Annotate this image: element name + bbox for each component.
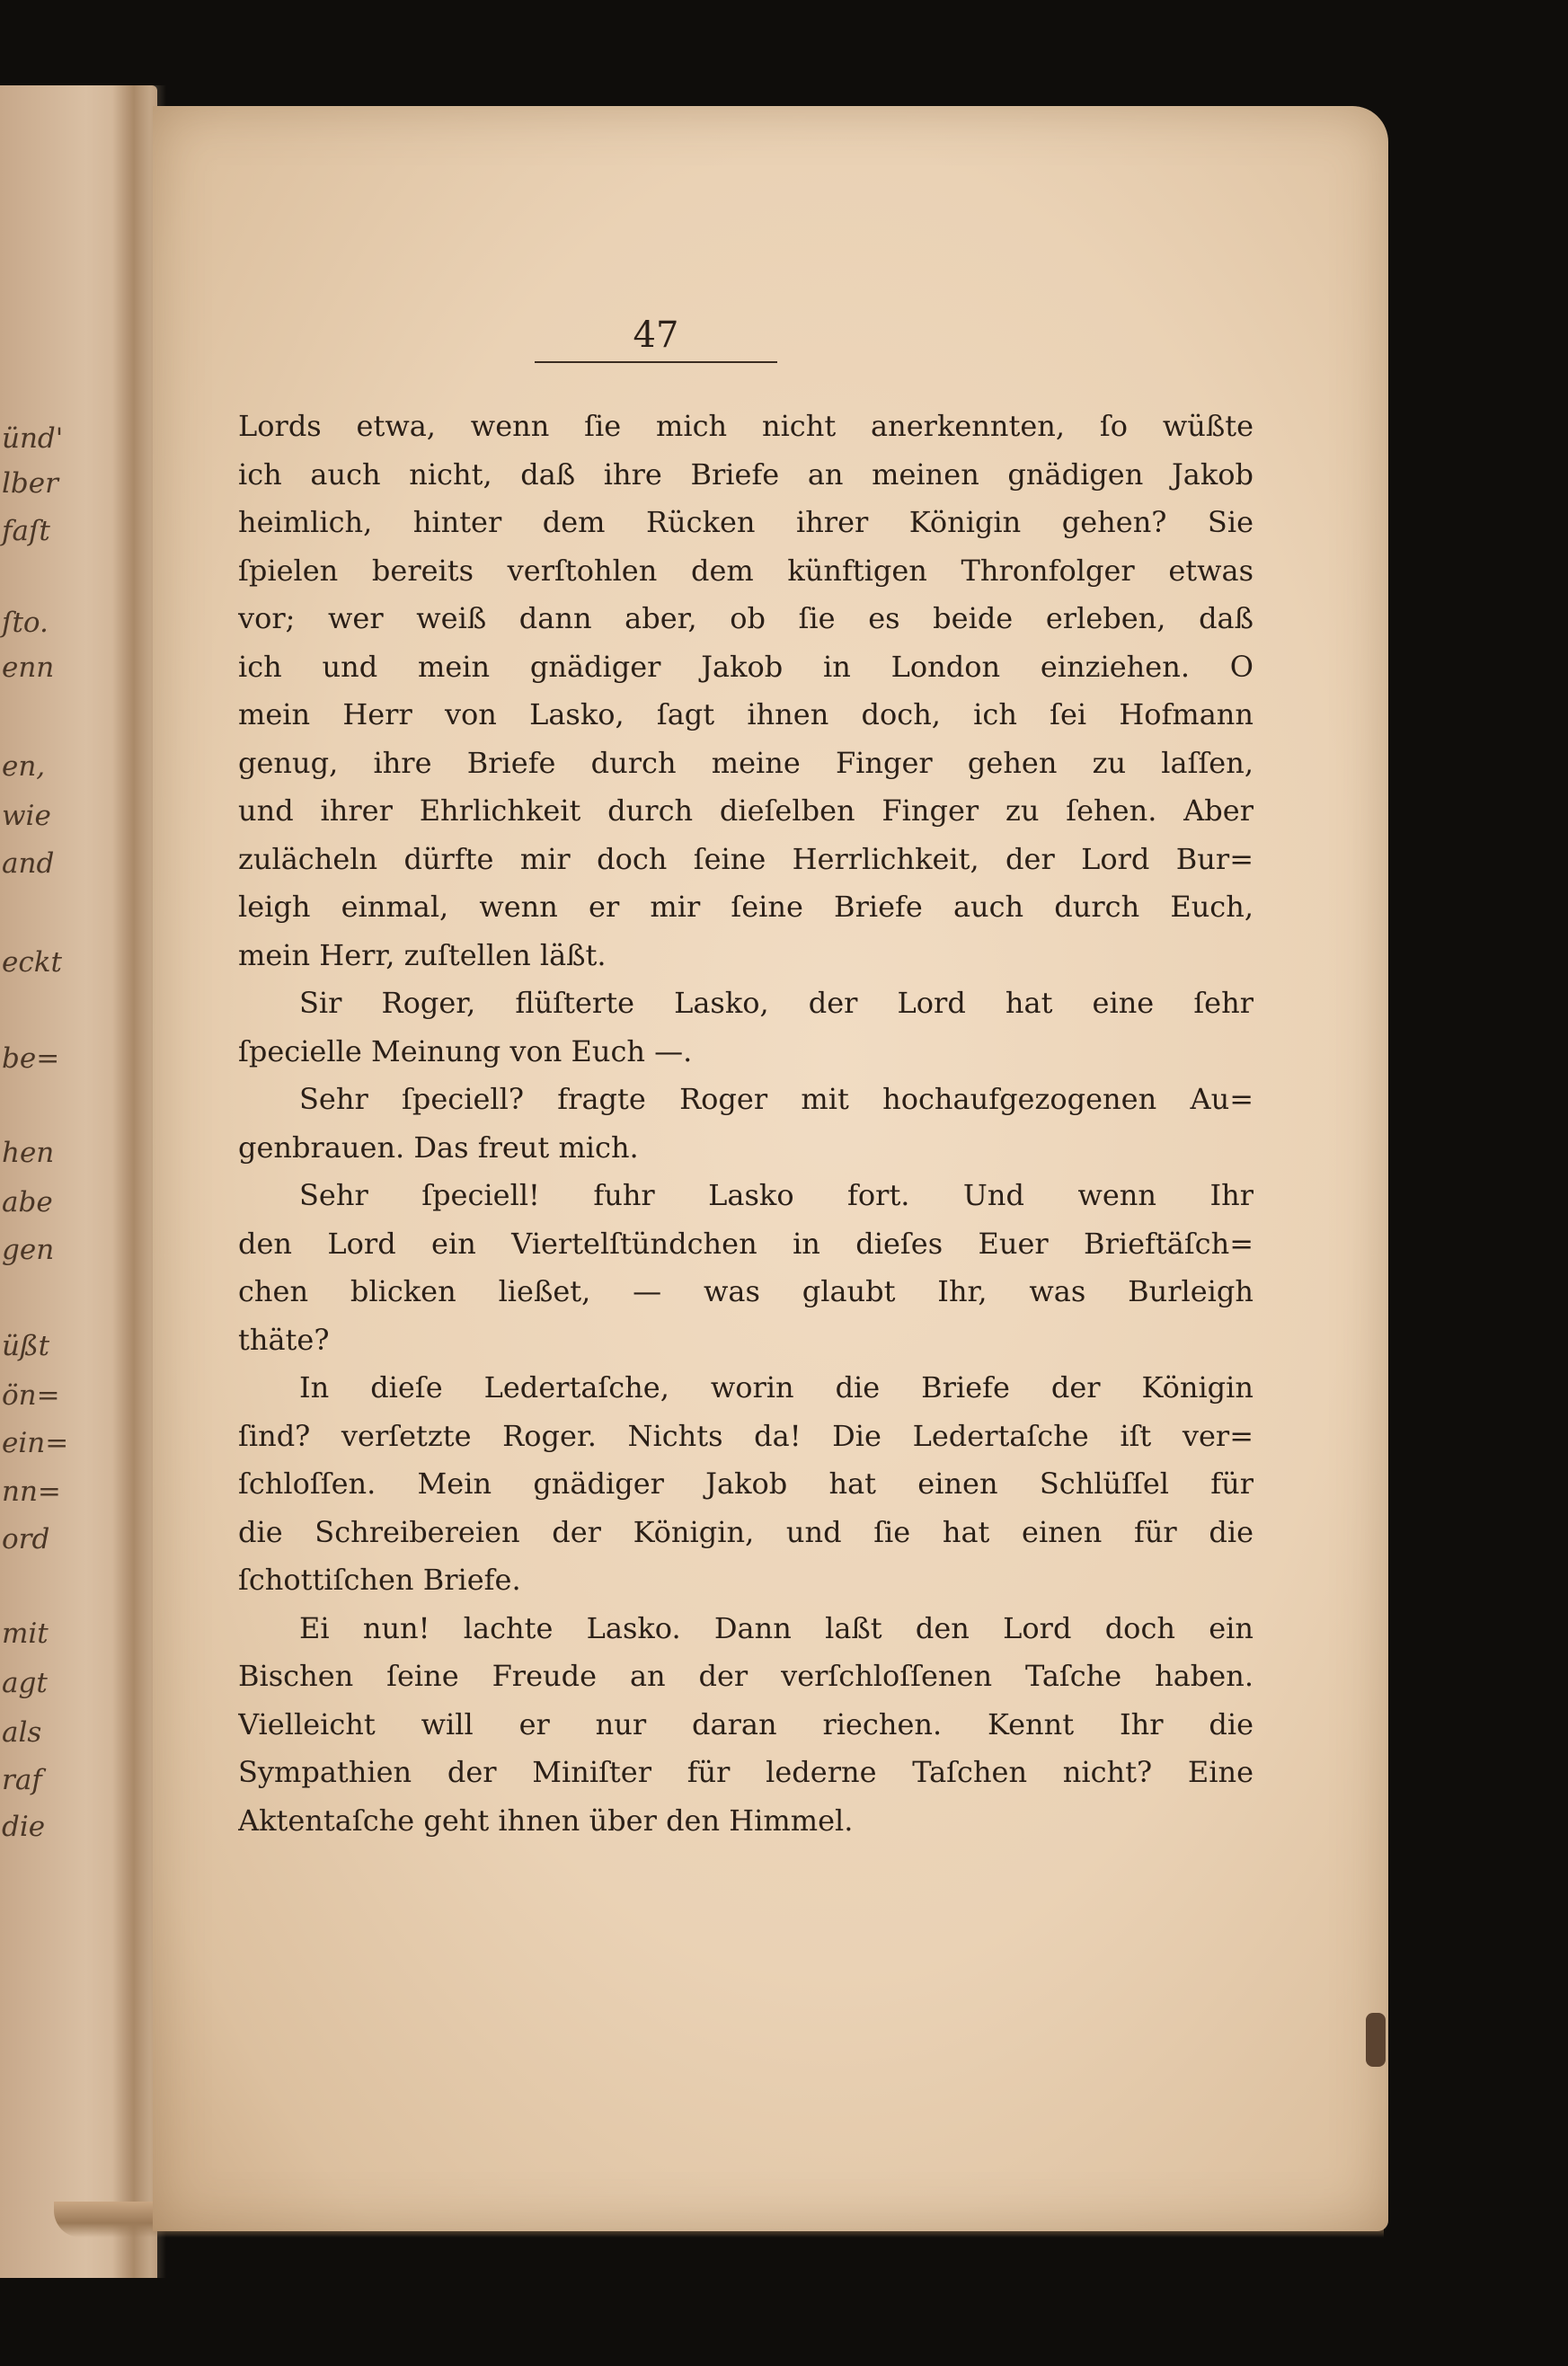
text-line: ſchottiſchen Briefe. [238, 1563, 521, 1597]
left-fragment: mit [2, 1617, 49, 1650]
left-fragment: and [2, 847, 55, 880]
text-line: vor; wer weiß dann aber, ob ſie es beide erleben, daß [238, 601, 1254, 635]
text-line: und ihrer Ehrlichkeit durch dieſelben Finger zu ſehen. Aber [238, 793, 1254, 828]
text-line: ſpielen bereits verſtohlen dem künftigen Thronfolger etwas [238, 553, 1254, 588]
previous-page-text-fragments [2, 85, 69, 2278]
text-line: die Schreibereien der Königin, und ſie hat einen für die [238, 1514, 1254, 1549]
text-line: Sehr ſpeciell! fuhr Lasko fort. Und wenn Ihr [299, 1178, 1254, 1212]
text-line: Bischen ſeine Freude an der verſchloſſenen Taſche haben. [238, 1659, 1254, 1693]
left-fragment: wie [2, 800, 51, 832]
left-fragment: gen [2, 1234, 55, 1266]
left-fragment: ſto. [2, 607, 49, 639]
left-fragment: ein= [2, 1427, 69, 1459]
left-fragment: ön= [2, 1379, 60, 1412]
left-fragment: ünd' [2, 422, 64, 455]
text-line: Aktentaſche geht ihnen über den Himmel. [238, 1803, 854, 1838]
left-fragment: nn= [2, 1475, 61, 1508]
text-line: Sir Roger, flüſterte Lasko, der Lord hat eine ſehr [299, 986, 1254, 1020]
text-line: Vielleicht will er nur daran riechen. Kennt Ihr die [238, 1706, 1254, 1741]
text-line: In dieſe Ledertaſche, worin die Briefe der Königin [299, 1370, 1254, 1405]
left-fragment: raf [2, 1764, 42, 1796]
text-line: ſpecielle Meinung von Euch —. [238, 1033, 693, 1068]
text-line: genug, ihre Briefe durch meine Finger gehen zu laſſen, [238, 745, 1254, 780]
left-fragment: be= [2, 1042, 60, 1075]
book-page [153, 106, 1388, 2231]
text-line: den Lord ein Viertelſtündchen in dieſes Euer Brieftäſch= [238, 1226, 1254, 1261]
page-header [535, 315, 777, 363]
left-fragment: hen [2, 1137, 55, 1169]
header-rule [535, 361, 777, 363]
text-line: mein Herr, zuſtellen läßt. [238, 937, 607, 972]
text-line: Ei nun! lachte Lasko. Dann laßt den Lord doch ein [299, 1610, 1254, 1645]
left-fragment: ord [2, 1523, 50, 1555]
text-line: ich auch nicht, daß ihre Briefe an meinen gnädigen Jakob [238, 456, 1254, 492]
text-line: Sympathien der Miniſter für lederne Taſchen nicht? Eine [238, 1755, 1254, 1789]
text-line: genbrauen. Das freut mich. [238, 1130, 639, 1165]
left-fragment: en, [2, 750, 46, 783]
left-fragment: eckt [2, 946, 62, 979]
left-fragment: faſt [2, 515, 50, 547]
body-text [238, 403, 1254, 1845]
text-line: zulächeln dürfte mir doch ſeine Herrlichkeit, der Lord Bur= [238, 841, 1254, 876]
text-line: chen blicken ließet, — was glaubt Ihr, was Burleigh [238, 1274, 1254, 1308]
text-line: mein Herr von Lasko, ſagt ihnen doch, ich ſei Hofmann [238, 697, 1254, 731]
text-line: Lords etwa, wenn ſie mich nicht anerkennten, ſo wüßte [238, 409, 1254, 443]
text-line: thäte? [238, 1322, 330, 1357]
left-fragment: die [2, 1811, 46, 1843]
left-fragment: üßt [2, 1330, 50, 1362]
page-number: 47 [633, 315, 679, 356]
left-fragment: enn [2, 651, 55, 684]
text-line: ſind? verſetzte Roger. Nichts da! Die Ledertaſche iſt ver= [238, 1418, 1254, 1453]
text-line: leigh einmal, wenn er mir ſeine Briefe auch durch Euch, [238, 890, 1254, 924]
left-fragment: als [2, 1716, 42, 1749]
left-fragment: agt [2, 1667, 48, 1699]
text-line: heimlich, hinter dem Rücken ihrer Königin gehen? Sie [238, 505, 1254, 539]
text-line: ich und mein gnädiger Jakob in London einziehen. O [238, 649, 1254, 684]
text-line: Sehr ſpeciell? fragte Roger mit hochaufgezogenen Au= [299, 1082, 1254, 1116]
left-fragment: abe [2, 1186, 53, 1218]
left-fragment: lber [2, 467, 58, 500]
page-stain [1366, 2013, 1386, 2067]
text-line: ſchloſſen. Mein gnädiger Jakob hat einen Schlüſſel für [238, 1467, 1254, 1501]
